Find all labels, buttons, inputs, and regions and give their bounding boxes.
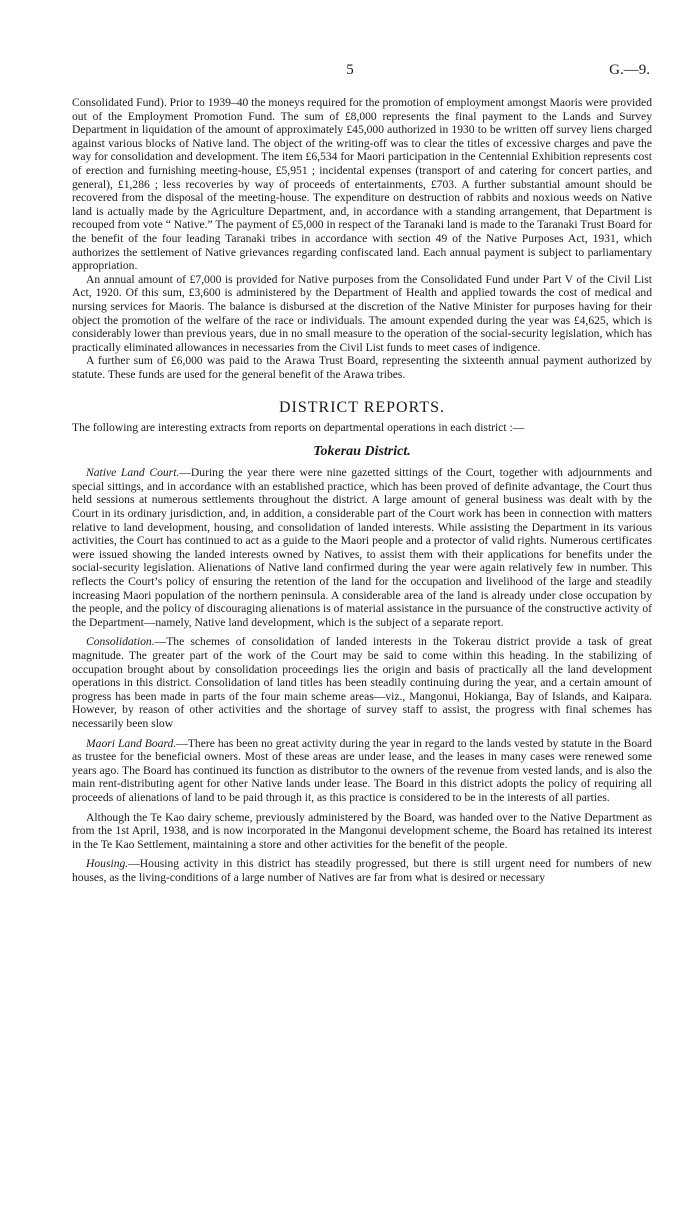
paragraph-te-kao [72,811,652,852]
paragraph: A further sum of £6,000 was paid to the Arawa Trust Board, representing the sixteenth annual payment authorized by statute. These funds are used for the general benefit of the Arawa tribes. [72,354,652,381]
paragraph-text: —The schemes of consolidation of landed interests in the Tokerau district provide a task of great magnitude. The greater part of the work of the Court may be said to come within this heading. In the stabilizing of occupation brought about by consolidation proceedings lies the origin and basis of practically all the land development operations in this district. Consolidation of land titles has been steadily continuing during the year, and a certain amount of progress has been made in parts of the four main scheme areas—viz., Mangonui, Hokianga, Bay of Islands, and Kaipara. However, by reason of other activities and the shortage of survey staff to assist, the progress with final schemes has necessarily been slow [72,635,652,730]
document-reference: G.—9. [609,62,650,78]
paragraph-lead: Maori Land Board. [86,736,177,750]
paragraph-text: —During the year there were nine gazetted sittings of the Court, together with adjournments and special sittings, and in accordance with an established practice, which has been proved of definite advantage, the Court thus held sessions at numerous settlements throughout the district. A large amount of general business was dealt with by the Court in its ordinary jurisdiction, and, in addition, a considerable part of the Court work has been in connection with matters relative to land development, housing, and consolidation of landed interests. While assisting the Department in its various activities, the Court has continued to act as a guide to the Maori people and a protector of valid rights. Numerous certificates were issued showing the landed interests owned by Natives, to assist them with their applications for benefits under the social-security legislation. Alienations of Native land confirmed during the year were again relatively few in number. This reflects the Court’s policy of ensuring the retention of the land for the occupation and livelihood of the large and steadily increasing Maori population of the northern peninsula. A considerable area of the land is already under close occupation by the people, and the policy of discouraging alienations is of material assistance in the pursuance of the constructive activity of the Department—namely, Native land development, which is the subject of a separate report. [72,466,653,629]
document-body [72,96,652,884]
paragraph-text: —There has been no great activity during the year in regard to the lands vested by statute in the Board as trustee for the beneficial owners. Most of these areas are under lease, and the leases in many cases were renewed some years ago. The Board has continued its function as distributor to the owners of the revenue from vested lands, and is also the main rent-distributing agent for other Native lands under lease. The Board in this district adopts the policy of requiring all proceeds of alienations of land to be paid through it, as this practice is considered to be in the interests of all parties. [72,736,652,804]
section-heading: DISTRICT REPORTS. [279,399,445,417]
district-heading: Tokerau District. [313,443,411,459]
paragraph-lead: Native Land Court. [86,466,180,480]
paragraph-lead: Consolidation. [86,635,155,649]
paragraph-text: —Housing activity in this district has steadily progressed, but there is still urgent need for numbers of new houses, as the living-conditions of a large number of Natives are far from what is desired or necessary [72,857,652,884]
section-intro: The following are interesting extracts from reports on departmental operations in each district :— [72,421,525,435]
paragraph: An annual amount of £7,000 is provided for Native purposes from the Consolidated Fund under Part V of the Civil List Act, 1920. Of this sum, £3,600 is administered by the Department of Health and applied towards the cost of medical and nursing services for Maoris. The balance is disbursed at the discretion of the Native Minister for purposes having for their object the promotion of the welfare of the race or individuals. The amount expended during the year was £4,625, which is considerably lower than previous years, due in no small measure to the operation of the social-security legislation, which has practically eliminated allowances in necessaries from the Civil List funds to meet cases of indigence. [72,272,652,354]
paragraph-consolidation [72,635,652,730]
paragraph-housing [72,857,652,884]
paragraph-maori-land-board [72,737,652,805]
paragraph-native-land-court [72,466,652,629]
page-number: 5 [346,62,354,78]
paragraph-lead: Housing. [86,857,129,871]
paragraph-text: Although the Te Kao dairy scheme, previously administered by the Board, was handed over to the Native Department as from the 1st April, 1938, and is now incorporated in the Mangonui development scheme, the Board has retained its interest in the Te Kao Settlement, maintaining a store and other activities for the benefit of the people. [72,810,652,851]
paragraph: Consolidated Fund). Prior to 1939–40 the moneys required for the promotion of employment amongst Maoris were provided out of the Employment Promotion Fund. The sum of £8,000 represents the final payment to the Lands and Survey Department in liquidation of the amount of approximately £45,000 authorized in 1930 to be written off survey liens charged against various blocks of Native land. The object of the writing-off was to clear the titles of excessive charges and pave the way for consolidation and development. The item £6,534 for Maori participation in the Centennial Exhibition represents cost of erection and furnishing meeting-house, £5,951 ; incidental expenses (transport of and catering for concert parties, and general), £1,286 ; less recoveries by way of proceeds of entertainments, £703. A further substantial amount should be recovered from the disposal of the meeting-house. The expenditure on destruction of rabbits and noxious weeds on Native land is actually made by the Agriculture Department, and, in accordance with a standing arrangement, that Department is recouped from vote “ Native.” The payment of £5,000 in respect of the Taranaki land is made to the Taranaki Trust Board for the benefit of the four leading Taranaki tribes in accordance with section 49 of the Native Purposes Act, 1931, which authorizes the settlement of Native grievances regarding confiscated land. Each annual payment is subject to parliamentary appropriation. [72,96,652,273]
